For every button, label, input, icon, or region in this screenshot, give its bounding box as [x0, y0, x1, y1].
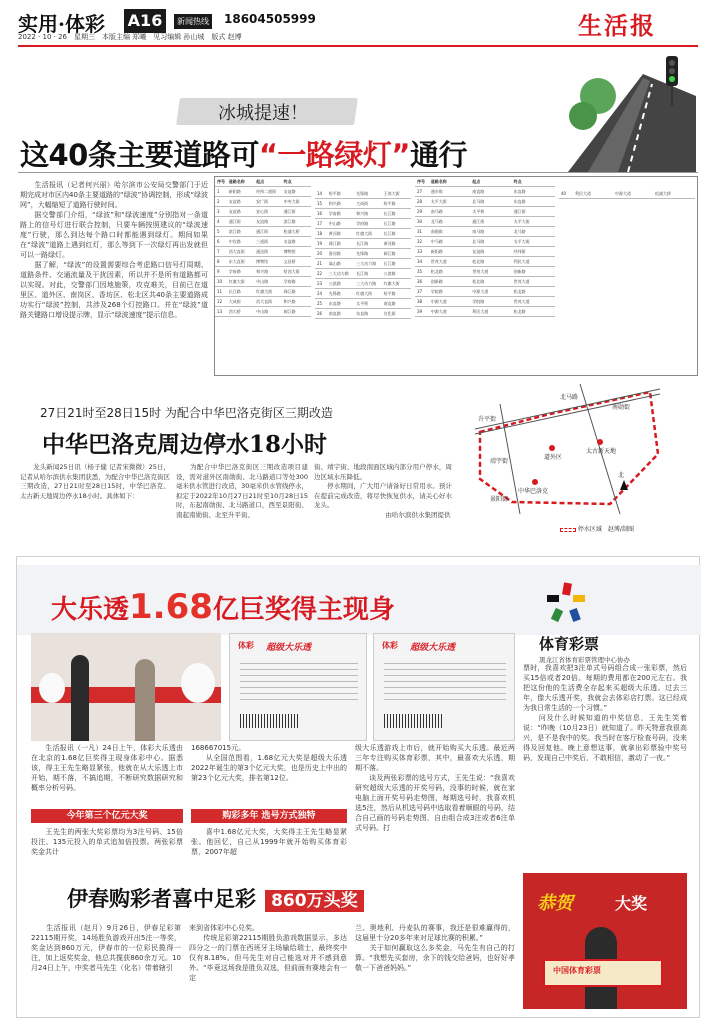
- table-row: [215, 237, 311, 247]
- table-row: [215, 187, 311, 197]
- table-cell: 创新路: [513, 269, 526, 274]
- table-row: [215, 197, 311, 207]
- lottery-body-col1b: 王先生的两张大奖彩票均为3注号码、15倍投注、135元投入的单式追加倍投票。两张彩票奖金共计: [31, 828, 183, 856]
- table-cell: 博物馆: [283, 249, 296, 254]
- map-label-jingyu: 靖宇街: [490, 458, 509, 465]
- table-cell: 14: [317, 191, 323, 196]
- table-row: [215, 217, 311, 227]
- table-cell: 宣化街: [383, 311, 396, 316]
- table-cell: 友谊路: [472, 249, 485, 254]
- table-cell: 中源大道: [430, 309, 447, 314]
- table-cell: 学院路: [472, 299, 485, 304]
- table-cell: 中山路: [256, 279, 269, 284]
- lottery-ticket-1: [229, 633, 367, 741]
- table-cell: 和兴路: [256, 269, 269, 274]
- table-cell: 通达街: [256, 249, 269, 254]
- table-cell: 23: [317, 281, 323, 286]
- water-body-col1: 龙头新闻25日讯（杨子健 记者宋微微）25日，记者从哈尔滨供水集团获悉，为配合中华巴洛克街区三期改造，27日21时至28日15时，中华巴洛克、太古新天地周边停水18小时。具体如下：: [20, 463, 170, 500]
- table-row: [415, 287, 555, 297]
- table-cell: 西大直街: [228, 249, 245, 254]
- table-cell: 南直路: [383, 301, 396, 306]
- table-cell: 公滨路: [383, 271, 396, 276]
- table-cell: 太平大街: [430, 199, 447, 204]
- table-cell: 友谊路: [283, 189, 296, 194]
- water-headline: 中华巴洛克周边停水18小时: [42, 431, 328, 458]
- green-wave-body: 生活报讯（记者何兴丽）哈尔滨市公安局交警部门于近期完成对市区内40条主要道路的“绿波”协调控制，形成“绿波网”，大幅缩短了道路行驶时间。 据交警部门介绍，“绿波”和“绿波速度”分别指对一条道路上的信号灯进行联合控制，只要车辆按照建议的“绿波速度”行驶，那么到达每个路口时都能遇到绿灯。期间如果在“绿波”道路上遇到红灯，那么等到下一次绿灯再出发就但可以一路绿灯。 据了解，“绿波”的设置需要综合考虑路口信号灯周期、道路条件、交通流量及干扰因素，所以并不是所有道路都可以实现。对此，交警部门因地施策，攻克难关，目前已在道里区、道外区、南岗区、香坊区、松北区共40条主要道路成功实行“绿波”控制，共涉及268个灯控路口。并在“绿波”道路关键路口增设提示牌，显示“绿波速度”提示信息。: [20, 181, 208, 319]
- table-cell: 太平大街: [513, 239, 530, 244]
- table-cell: 17: [317, 221, 323, 226]
- table-header-row: 序号 道路名称 起点 终点: [215, 177, 311, 187]
- water-outage-map: [460, 384, 698, 540]
- route-table: [214, 176, 698, 376]
- table-cell: 世茂大道: [430, 259, 447, 264]
- table-cell: 松北路: [430, 269, 443, 274]
- table-cell: 22: [317, 271, 323, 276]
- ticket-title: 超级大乐透: [266, 643, 312, 653]
- table-cell: 西大直街: [256, 299, 273, 304]
- table-cell: 32: [417, 239, 423, 244]
- table-cell: 黄河路: [383, 241, 396, 246]
- table-cell: 哈平路: [383, 291, 396, 296]
- water-kicker: 27日21时至28日15时 为配合中华巴洛克街区三期改造: [40, 406, 333, 420]
- table-cell: 长江路: [383, 231, 396, 236]
- table-cell: 新阳路: [430, 249, 443, 254]
- hotline-label: 新闻热线: [174, 14, 212, 29]
- table-cell: 红旗大街: [356, 231, 373, 236]
- table-cell: 中源大道: [615, 191, 631, 196]
- table-cell: 30: [417, 219, 423, 224]
- lottery-subhead-2: 购彩多年 选号方式独特: [191, 809, 347, 823]
- table-cell: 15: [317, 201, 323, 206]
- map-label-shengping: 升平街: [478, 416, 497, 423]
- table-header-row: 序号 道路名称 起点 终点: [415, 177, 555, 187]
- ticket-brand: 体彩: [238, 641, 254, 650]
- map-label-taigu: 太古新天地: [586, 448, 617, 455]
- sports-lottery-brand: 体育彩票: [539, 635, 600, 653]
- table-cell: 三大动力路: [328, 271, 349, 276]
- table-row: [315, 219, 411, 229]
- table-cell: 珠江路: [328, 241, 341, 246]
- table-cell: 29: [417, 209, 423, 214]
- map-label-nanxun: 南勋街: [612, 404, 631, 411]
- table-cell: 长江路: [383, 221, 396, 226]
- table-cell: 文昌桥: [283, 259, 296, 264]
- table-row: [315, 209, 411, 219]
- lottery-body-col4: 票时，我喜欢把3注单式号码组合成一张彩票，然后买15倍或者20倍。每期的费用都在200元左右。我把这份他的生活费全存起来买超级大乐透。过去三年，像大乐透开奖，我就会去体彩店打票。这已经成为我日常生活的一个习惯。” 问及什么时候知道的中奖信息，王先生笑着说：“昨晚（10月23日）就知道了。昨天特意我很高兴，是不是我中的奖。我当时在客厅检查号码，没来得及回复他。晚上意想这事，就拿出彩票验中奖号码，发现自己中奖后，不敢相信，激动了一夜。”: [523, 664, 687, 762]
- table-cell: 1: [217, 189, 220, 194]
- table-cell: 王岗大街: [383, 191, 400, 196]
- table-cell: 安心街: [256, 209, 269, 214]
- table-cell: 通乡街: [430, 189, 443, 194]
- table-cell: 安广街: [256, 199, 269, 204]
- table-row: [315, 199, 411, 209]
- map-label-beimalu: 北马路: [560, 394, 579, 401]
- table-cell: 学府路: [328, 211, 341, 216]
- table-cell: 滨江路: [283, 219, 296, 224]
- table-cell: 闽江路: [383, 251, 396, 256]
- hotline-number: 18604505999: [224, 12, 316, 26]
- table-cell: 太平桥: [356, 301, 369, 306]
- table-cell: 通江街: [256, 229, 269, 234]
- table-cell: 通江街: [472, 219, 485, 224]
- table-cell: 中宣路: [228, 239, 241, 244]
- table-cell: 2: [217, 199, 220, 204]
- table-cell: 北马路: [472, 199, 485, 204]
- table-row: [315, 249, 411, 259]
- table-cell: 10: [217, 279, 223, 284]
- table-cell: 6: [217, 239, 220, 244]
- table-row: [415, 267, 555, 277]
- table-row: [315, 239, 411, 249]
- map-label-daowai: 道外区: [544, 454, 563, 461]
- legend-swatch: [560, 528, 576, 532]
- table-cell: 松北路: [472, 259, 485, 264]
- table-cell: 三大动力路: [356, 261, 377, 266]
- ticket-title: 超级大乐透: [410, 643, 456, 653]
- table-cell: 25: [317, 301, 323, 306]
- route-table-col2: [315, 189, 411, 319]
- mascot-figure: [39, 673, 65, 703]
- table-row: [215, 277, 311, 287]
- table-cell: 红旗大街: [228, 279, 245, 284]
- lottery-body-col2: 168667015元。 从全国范围看，1.68亿元大奖是超级大乐透2022年诞生的第3个亿元大奖，也是历史上中出的第23个亿元大奖，排名第12位。: [191, 744, 347, 782]
- table-cell: 南马路: [472, 229, 485, 234]
- ticket-numbers: [240, 658, 358, 702]
- table-row: [315, 279, 411, 289]
- table-cell: 东大直街: [228, 259, 245, 264]
- table-cell: 26: [317, 311, 323, 316]
- table-cell: 北马路: [472, 239, 485, 244]
- table-cell: 松浦大桥: [655, 191, 671, 196]
- table-cell: 南勋街: [430, 229, 443, 234]
- table-cell: 三道街: [256, 239, 269, 244]
- table-cell: 35: [417, 269, 423, 274]
- lottery-body-col1: 生活报讯（一凡）24日上午，体彩大乐透由在北京的1.68亿巨奖得主现身体彩中心。据悉该，得主王先生略显紧张，他就在从大乐透上市开始，期不落，不搞追期，不断研究数据研究和概率分析号码。: [31, 744, 183, 792]
- table-cell: 21: [317, 261, 323, 266]
- table-cell: 南直路: [472, 189, 485, 194]
- table-cell: 新阳路: [228, 189, 241, 194]
- green-wave-kicker-text: 冰城提速！: [218, 103, 308, 124]
- table-cell: 南马路: [430, 209, 443, 214]
- photo-banner-text: 大奖: [615, 894, 648, 913]
- table-cell: 大成街: [228, 299, 241, 304]
- table-cell: 中山路: [328, 221, 341, 226]
- table-cell: 北马路: [513, 229, 526, 234]
- table-cell: 北马路: [430, 219, 443, 224]
- table-row: [315, 309, 411, 319]
- table-row: [415, 227, 555, 237]
- table-cell: 37: [417, 289, 423, 294]
- table-cell: 中央大街: [283, 199, 300, 204]
- table-cell: 红旗大街: [356, 291, 373, 296]
- table-cell: 世茂大道: [513, 279, 530, 284]
- table-row: [415, 217, 555, 227]
- table-cell: 黄河路: [328, 231, 341, 236]
- football-body-col1: 生活报讯（赵月）9月26日，伊春足彩第22115期开奖，14场胜负游戏开出5注一等奖，奖金达到860万元，伊春市的一位彩民揽得一注，加上返奖奖金，他总共揽获860余万元。10月24日上午，中奖者马先生（化名）带着辖引: [31, 924, 181, 972]
- table-cell: 东直路: [328, 301, 341, 306]
- lottery-body-col2b: 喜中1.68亿元大奖，大奖得主王先生略显紧张。他回忆，自己从1999年就开始购买体育彩票，2007年超: [191, 828, 347, 856]
- table-cell: 红旗大街: [383, 281, 400, 286]
- table-cell: 中源大道: [472, 289, 489, 294]
- water-body-col3: 街、靖宇街、地段南面区域内部分用户停水，周边区域水压降低。 停水期间，广大用户请备好日常用水。预计在提前完成改造，将尽快恢复供水，请关心好水龙头。 由哈尔滨供水集团提供: [314, 463, 452, 519]
- sports-lottery-logo-icon: [545, 581, 589, 625]
- table-cell: 公滨路: [328, 281, 341, 286]
- table-cell: 淮河路: [328, 251, 341, 256]
- table-cell: 16: [317, 211, 323, 216]
- mascot-figure: [181, 663, 215, 703]
- dateline: 2022 · 10 · 26 星期三 本版主编 郑曦 见习编辑 孙山城 版式 赵博: [18, 33, 242, 41]
- table-cell: 31: [417, 229, 423, 234]
- table-cell: 3: [217, 209, 220, 214]
- table-cell: 嵩山路: [328, 261, 341, 266]
- table-cell: 珠江路: [283, 289, 296, 294]
- lottery-headline: 大乐透1.68亿巨奖得主现身: [51, 587, 395, 627]
- table-cell: 40: [561, 191, 567, 196]
- table-cell: 松北路: [513, 289, 526, 294]
- table-cell: 东直路: [356, 311, 369, 316]
- table-row: [415, 307, 555, 317]
- table-cell: 长江路: [383, 261, 396, 266]
- table-cell: 东直路: [513, 189, 526, 194]
- table-cell: 先锋路: [356, 251, 369, 256]
- table-cell: 长江路: [356, 241, 369, 246]
- lottery-panel: [16, 556, 700, 1018]
- table-cell: 27: [417, 189, 423, 194]
- table-cell: 13: [217, 309, 223, 314]
- table-cell: 20: [317, 251, 323, 256]
- map-label-jingyang: 景阳街: [490, 496, 509, 503]
- table-cell: 中山路: [256, 309, 269, 314]
- prize-board-text: 中国体育彩票: [553, 966, 601, 975]
- table-cell: 4: [217, 219, 220, 224]
- table-cell: 博物馆: [256, 259, 269, 264]
- ticket-numbers: [384, 658, 506, 702]
- table-row: [415, 257, 555, 267]
- table-cell: 36: [417, 279, 423, 284]
- table-cell: 18: [317, 231, 323, 236]
- table-cell: 学府路: [228, 269, 241, 274]
- table-row: [315, 299, 411, 309]
- table-cell: 利民大道: [513, 259, 530, 264]
- table-cell: 利民大道: [575, 191, 591, 196]
- table-row: [215, 267, 311, 277]
- table-row: [215, 257, 311, 267]
- table-row: [415, 237, 555, 247]
- person-figure: [71, 655, 89, 741]
- table-row: [315, 289, 411, 299]
- map-legend: 停水区域 赵博/制图: [560, 524, 634, 533]
- table-cell: 7: [217, 249, 220, 254]
- table-cell: 西大桥: [228, 309, 241, 314]
- table-cell: 哈平路: [383, 201, 396, 206]
- table-cell: 友谊路: [283, 239, 296, 244]
- page-number: A16: [124, 9, 166, 33]
- table-row: [315, 269, 411, 279]
- photo-banner-text: 恭贺: [537, 893, 573, 914]
- table-row: [215, 227, 311, 237]
- table-row: [415, 187, 555, 197]
- table-row: [415, 277, 555, 287]
- table-row: [315, 259, 411, 269]
- water-body-col2: 为配合中华巴洛克街区三期改造项目建设，需对道外区南勋街、北马路道口等处300毫米供水管进行改造，30毫米供水管线停水，拟定于2022年10月27日21时至10月28日15时，东起南勋街、北马路道口，西至景阳街、南起南勋街、北至升平街、: [176, 463, 308, 519]
- table-cell: 学府路: [356, 221, 369, 226]
- table-row: [315, 189, 411, 199]
- table-cell: 东直路: [513, 199, 526, 204]
- lottery-ticket-2: [373, 633, 515, 741]
- table-cell: 12: [217, 299, 223, 304]
- table-cell: 松北路: [472, 279, 485, 284]
- table-cell: 红旗大街: [256, 289, 273, 294]
- newspaper-logo: 生活报: [578, 11, 656, 40]
- table-cell: 南直路: [328, 311, 341, 316]
- table-cell: 先锋路: [356, 191, 369, 196]
- sports-lottery-subtitle: 黑龙江省体育彩票管理中心协办: [539, 656, 630, 664]
- table-cell: 松北路: [513, 309, 526, 314]
- table-cell: 经纬街: [513, 249, 526, 254]
- table-cell: 大成街: [356, 201, 369, 206]
- route-table-col1: [215, 177, 311, 317]
- table-cell: 世茂大道: [472, 269, 489, 274]
- table-cell: 太平大街: [513, 219, 530, 224]
- map-label-baluoke: 中华巴洛克: [518, 488, 549, 495]
- lottery-body-col3: 级大乐透游戏上市后，就开始购买大乐透。最近两三年专注购买体育彩票，其中，最喜欢大乐透，期期不落。 谈及两张彩票的选号方式，王先生说：“我喜欢研究超级大乐透的开奖号码，没事的时候，就在家电脑上面开奖号码走势图，每期选号时，我喜欢机选5注，然后从机选号码中选取看着顺眼的号码，结合自己画的号码走势图，自由组合成3注或者6注单式号码。打: [355, 744, 515, 832]
- table-cell: 通江街: [513, 209, 526, 214]
- route-table-col3b: [559, 189, 695, 199]
- ticket-barcode: [240, 714, 300, 728]
- table-cell: 9: [217, 269, 220, 274]
- table-row: [415, 197, 555, 207]
- table-row: [415, 297, 555, 307]
- north-arrow-label: 北: [618, 472, 625, 479]
- table-cell: 学府路: [283, 279, 296, 284]
- table-cell: 11: [217, 289, 223, 294]
- green-wave-rule: [18, 172, 698, 173]
- table-cell: 哈西大街: [283, 269, 300, 274]
- table-row: [315, 229, 411, 239]
- table-row: [415, 207, 555, 217]
- table-cell: 三大动力路: [356, 281, 377, 286]
- football-winner-photo: [523, 873, 687, 1009]
- table-cell: 和兴路: [283, 299, 296, 304]
- table-row: [415, 247, 555, 257]
- table-cell: 友谊路: [256, 219, 269, 224]
- table-row: [215, 297, 311, 307]
- green-wave-headline: 这40条主要道路可“一路绿灯”通行: [20, 138, 467, 172]
- table-cell: 28: [417, 199, 423, 204]
- table-cell: 友谊路: [228, 209, 241, 214]
- table-cell: 经纬二道街: [256, 189, 277, 194]
- ticket-brand: 体彩: [382, 641, 398, 650]
- table-cell: 33: [417, 249, 423, 254]
- masthead-rule: [18, 45, 698, 47]
- table-cell: 世茂大道: [513, 299, 530, 304]
- table-cell: 5: [217, 229, 220, 234]
- person-figure: [135, 659, 155, 741]
- table-cell: 学院路: [430, 289, 443, 294]
- table-cell: 通江街: [283, 209, 296, 214]
- table-cell: 太平桥: [472, 209, 485, 214]
- football-body-col2: 来到省体彩中心兑奖。 传统足彩第22115期胜负游戏数据显示，多达四分之一的门票在西班牙主场输给瑞士，最终奖中仅有8.18%。但马先生对自己能选对并不感到意外。“毕竟这场我是胜负双选，但前面有赛地会有一定: [189, 924, 347, 982]
- table-cell: 中源大道: [430, 299, 447, 304]
- table-cell: 利民大道: [472, 309, 489, 314]
- table-cell: 滨江路: [228, 229, 241, 234]
- table-cell: 19: [317, 241, 323, 246]
- football-body-col3: 兰、奥地利、丹麦队的赛事，我还是很难赢得的，这届里十分20多年来对足球比赛的积累。” 关于如何赢取这么多奖金，马先生有自己的打算。“我想先买套房，余下的钱交给爸妈，也好好孝敬一下爸爸妈妈。”: [355, 924, 515, 972]
- winner-photo: [31, 633, 221, 741]
- table-row: [215, 207, 311, 217]
- table-cell: 先锋路: [328, 291, 341, 296]
- road-illustration: [528, 56, 696, 172]
- table-cell: 8: [217, 259, 220, 264]
- table-cell: 24: [317, 291, 323, 296]
- table-cell: 创新路: [430, 279, 443, 284]
- table-cell: 和兴路: [356, 211, 369, 216]
- table-cell: 34: [417, 259, 423, 264]
- table-cell: 哈平路: [328, 191, 341, 196]
- football-headline: 伊春购彩者喜中足彩 860万头奖: [67, 883, 364, 913]
- table-row: [559, 189, 695, 199]
- table-cell: 长江路: [383, 211, 396, 216]
- section-title: 实用·体彩: [18, 12, 105, 36]
- table-cell: 长江路: [228, 289, 241, 294]
- table-cell: 友谊路: [228, 199, 241, 204]
- table-row: [215, 247, 311, 257]
- ticket-barcode: [384, 714, 444, 728]
- table-cell: 中马路: [430, 239, 443, 244]
- table-cell: 长江路: [356, 271, 369, 276]
- table-cell: 和兴路: [328, 201, 341, 206]
- table-row: [215, 307, 311, 317]
- route-table-col3: [415, 177, 555, 317]
- table-cell: 通江街: [228, 219, 241, 224]
- table-cell: 39: [417, 309, 423, 314]
- table-cell: 38: [417, 299, 423, 304]
- lottery-subhead-1: 今年第三个亿元大奖: [31, 809, 183, 823]
- table-row: [215, 287, 311, 297]
- table-cell: 松浦大桥: [283, 229, 300, 234]
- table-cell: 闽江路: [283, 309, 296, 314]
